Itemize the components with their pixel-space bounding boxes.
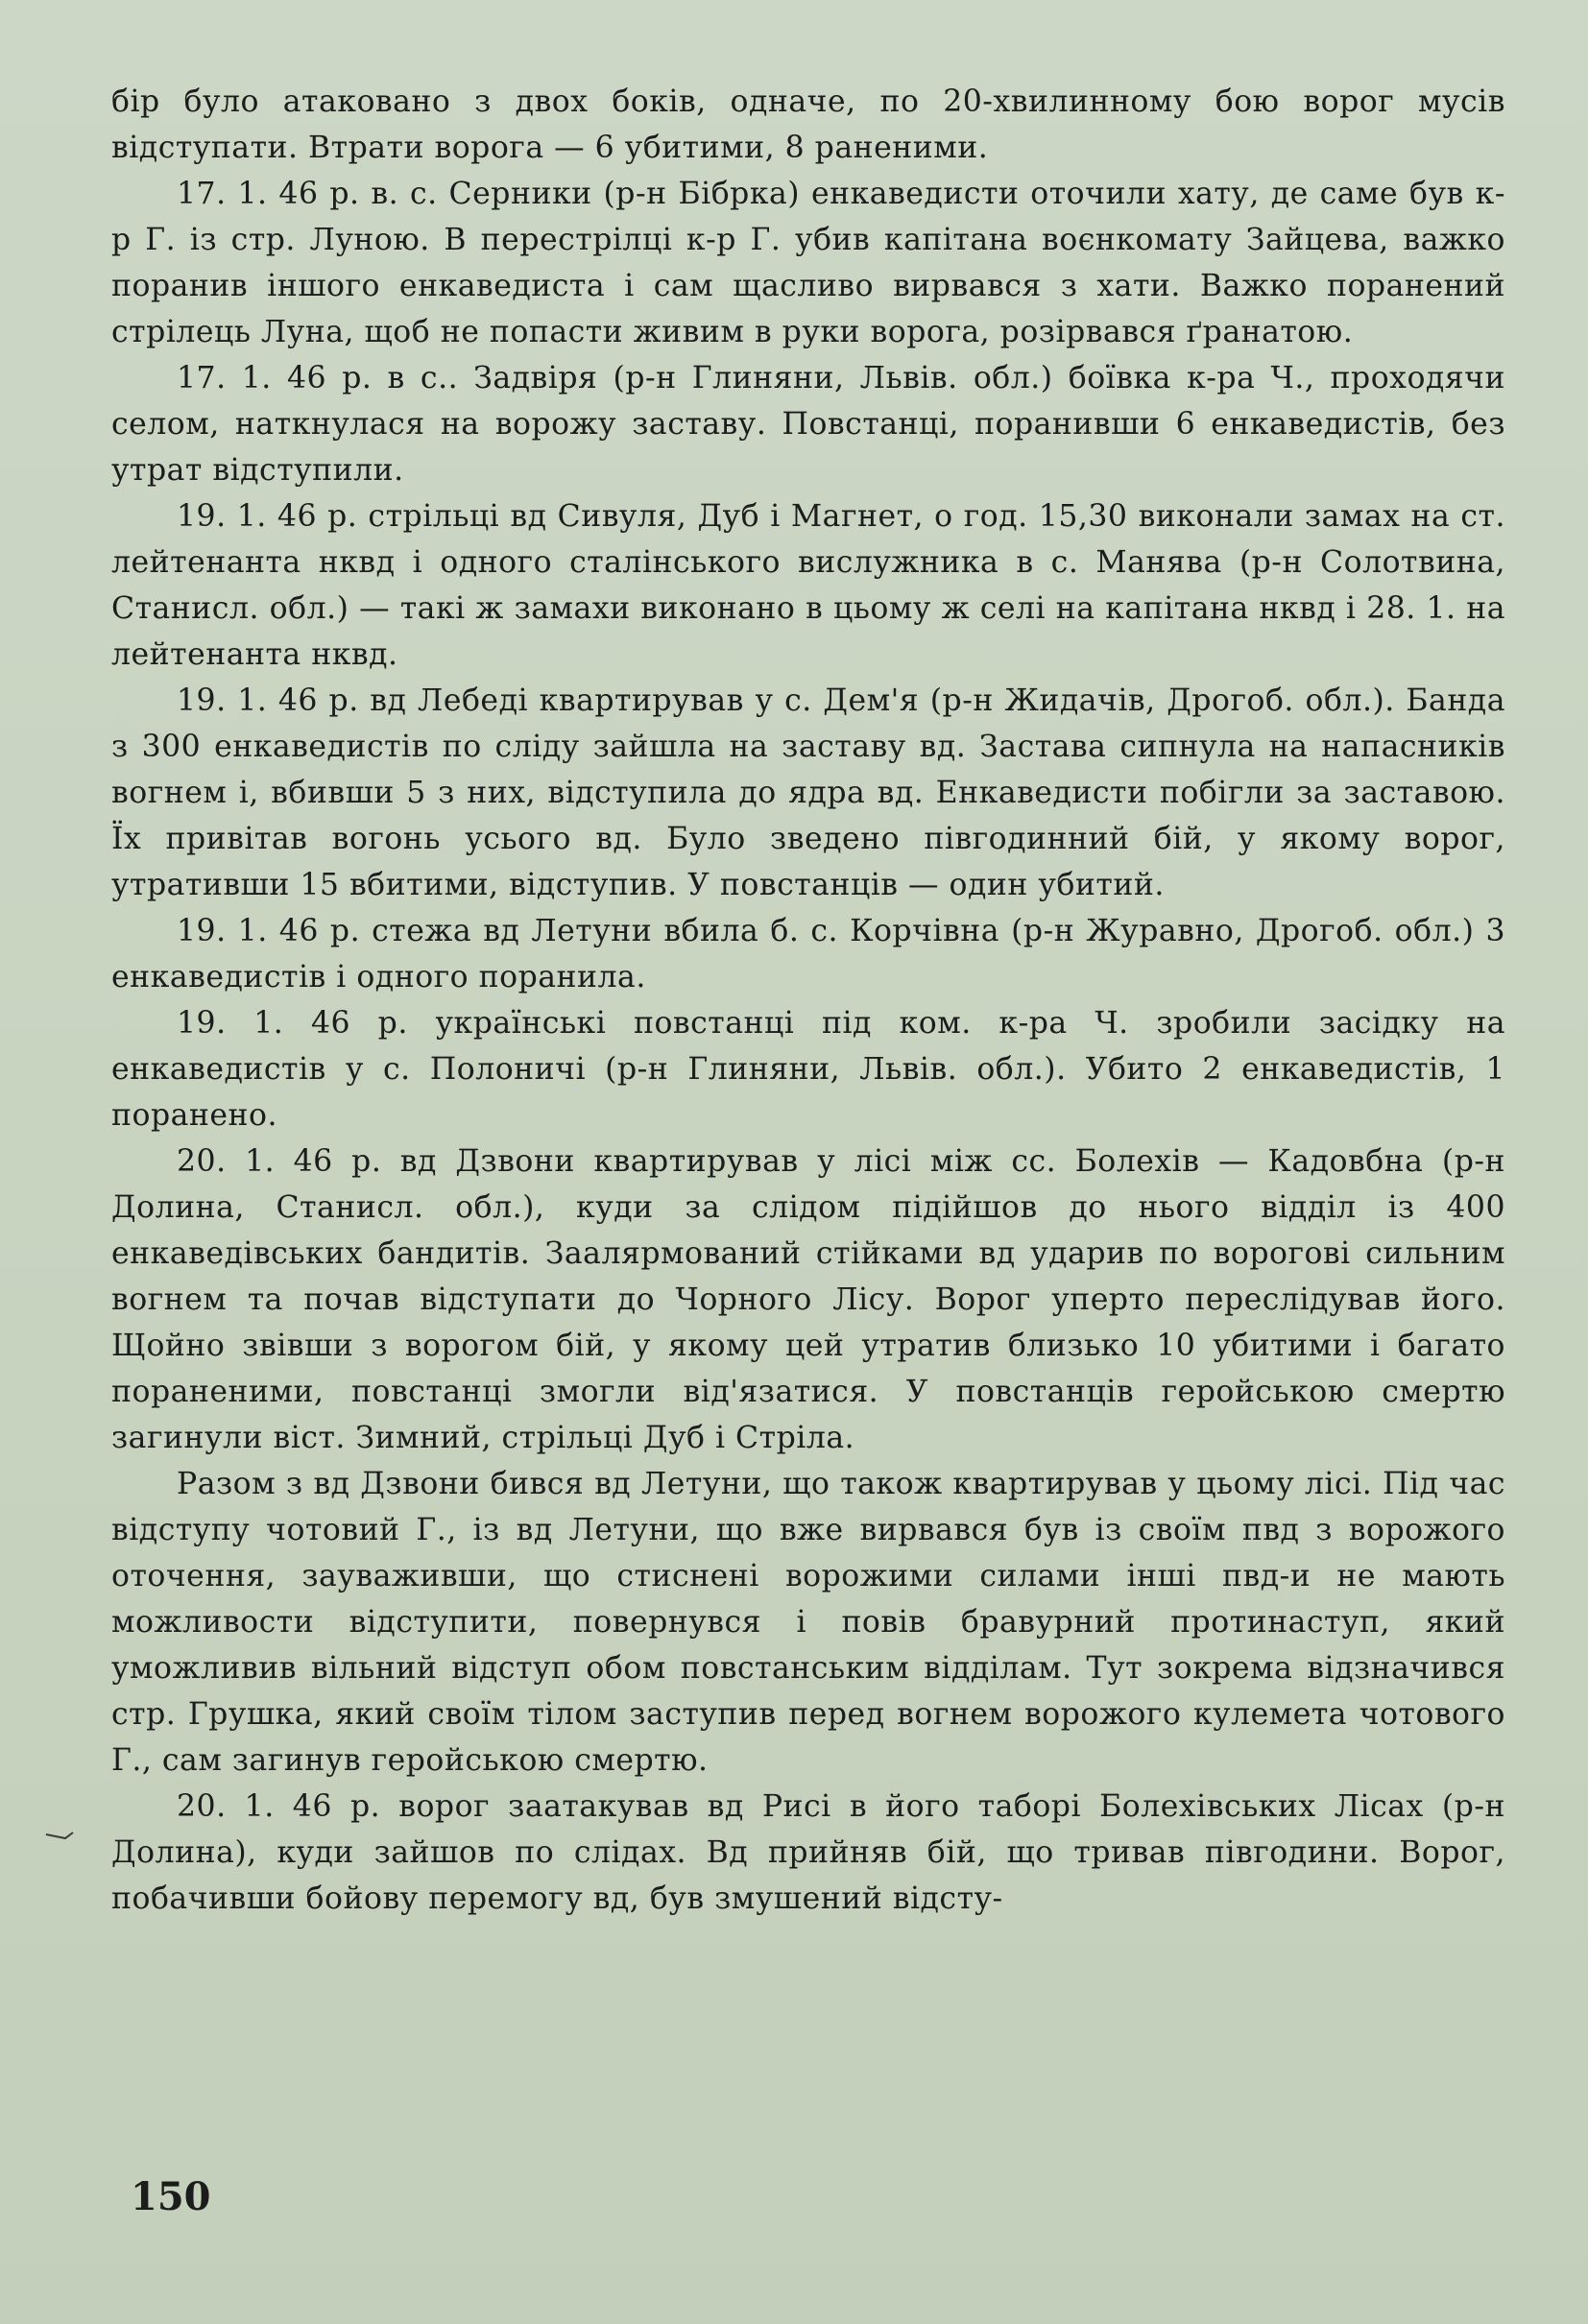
paragraph: Разом з вд Дзвони бився вд Летуни, що також квартирував у цьому лісі. Під час відступу чотовий Г., із вд Летуни, що вже вирвався був із своїм пвд з ворожого оточення, зауваживши, що стиснені ворожими силами інші пвд-и не мають можливости відступити, повернувся і повів бравурний протинаступ, який уможливив вільний відступ обом повстанським відділам. Тут зокрема відзначився стр. Грушка, який своїм тілом заступив перед вогнем ворожого кулемета чотового Г., сам загинув геройською смертю. [111, 1467, 1505, 1778]
paragraph: бір було атаковано з двох боків, одначе, по 20-хвилинному бою ворог мусів відступати. Втрати ворога — 6 убитими, 8 раненими. [111, 84, 1505, 165]
paragraph: 19. 1. 46 р. стежа вд Летуни вбила б. с. Корчівна (р-н Журавно, Дрогоб. обл.) 3 енкаведистів і одного поранила. [111, 914, 1505, 994]
paragraph: 19. 1. 46 р. вд Лебеді квартирував у с. Дем'я (р-н Жидачів, Дрогоб. обл.). Банда з 300 енкаведистів по сліду зайшла на заставу вд. Застава сипнула на напасників вогнем і, вбивши 5 з них, відступила до ядра вд. Енкаведисти побігли за заставою. Їх привітав вогонь усього вд. Було зведено півгодинний бій, у якому ворог, утративши 15 вбитими, відступив. У повстанців — один убитий. [111, 683, 1505, 902]
paragraph: 20. 1. 46 р. вд Дзвони квартирував у лісі між сс. Болехів — Кадовбна (р-н Долина, Станисл. обл.), куди за слідом підійшов до нього відділ із 400 енкаведівських бандитів. Заалярмований стійками вд ударив по ворогові сильним вогнем та почав відступати до Чорного Лісу. Ворог уперто переслідував його. Щойно звівши з ворогом бій, у якому цей утратив близько 10 убитими і багато пораненими, повстанці змогли від'язатися. У повстанців геройською смертю загинули віст. Зимний, стрільці Дуб і Стріла. [111, 1144, 1505, 1455]
margin-pencil-mark [44, 1829, 77, 1842]
page-number: 150 [131, 2174, 211, 2219]
paragraph: 19. 1. 46 р. стрільці вд Сивуля, Дуб і Магнет, о год. 15,30 виконали замах на ст. лейтенанта нквд і одного сталінського вислужника в с. Манява (р-н Солотвина, Станисл. обл.) — такі ж замахи виконано в цьому ж селі на капітана нквд і 28. 1. на лейтенанта нквд. [111, 499, 1505, 672]
body-text [111, 79, 1505, 1922]
paragraph: 17. 1. 46 р. в. с. Серники (р-н Бібрка) енкаведисти оточили хату, де саме був к-р Г. із стр. Луною. В перестрілці к-р Г. убив капітана воєнкомату Зайцева, важко поранив іншого енкаведиста і сам щасливо вирвався з хати. Важко поранений стрілець Луна, щоб не попасти живим в руки ворога, розірвався ґранатою. [111, 177, 1505, 349]
paragraph: 19. 1. 46 р. українські повстанці під ком. к-ра Ч. зробили засідку на енкаведистів у с. Полоничі (р-н Глиняни, Львів. обл.). Убито 2 енкаведистів, 1 поранено. [111, 1006, 1505, 1133]
paragraph: 17. 1. 46 р. в с.. Задвіря (р-н Глиняни, Львів. обл.) боївка к-ра Ч., проходячи селом, наткнулася на ворожу заставу. Повстанці, поранивши 6 енкаведистів, без утрат відступили. [111, 361, 1505, 488]
paragraph: 20. 1. 46 р. ворог заатакував вд Рисі в його таборі Болехівських Лісах (р-н Долина), куди зайшов по слідах. Вд прийняв бій, що тривав півгодини. Ворог, побачивши бойову перемогу вд, був змушений відсту- [111, 1789, 1505, 1916]
